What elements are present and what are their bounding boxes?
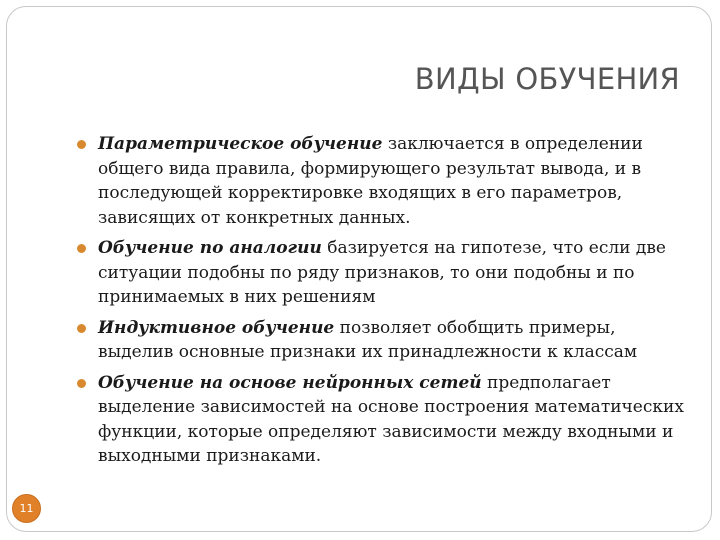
bullet-list <box>76 132 684 475</box>
page-number-badge: 11 <box>12 494 41 523</box>
bullet-item-parametric <box>76 132 684 230</box>
bullet-term: Обучение по аналогии <box>98 238 322 258</box>
bullet-text: позволяет обобщить примеры, выделив основные признаки их принадлежности к классам <box>98 317 638 362</box>
bullet-term: Обучение на основе нейронных сетей <box>98 372 482 393</box>
bullet-item-neural <box>76 371 684 469</box>
bullet-dot-icon <box>77 379 86 388</box>
bullet-dot-icon <box>77 140 86 149</box>
bullet-term: Параметрическое обучение <box>98 134 383 154</box>
bullet-term: Индуктивное обучение <box>98 317 335 338</box>
bullet-dot-icon <box>77 244 86 253</box>
bullet-item-inductive <box>76 316 684 365</box>
bullet-dot-icon <box>77 324 86 333</box>
bullet-text: заключается в определении общего вида правила, формирующего результат вывода, и в последующей корректировке входящих в его параметров, зависящих от конкретных данных. <box>98 134 643 228</box>
bullet-item-analogy <box>76 236 684 310</box>
slide-title: ВИДЫ ОБУЧЕНИЯ <box>414 62 680 96</box>
bullet-text: предполагает выделение зависимостей на основе построения математических функции, которые определяют зависимости между входными и выходными признаками. <box>98 372 684 466</box>
bullet-text: базируется на гипотезе, что если две ситуации подобны по ряду признаков, то они подобны и по принимаемых в них решениям <box>98 238 666 307</box>
